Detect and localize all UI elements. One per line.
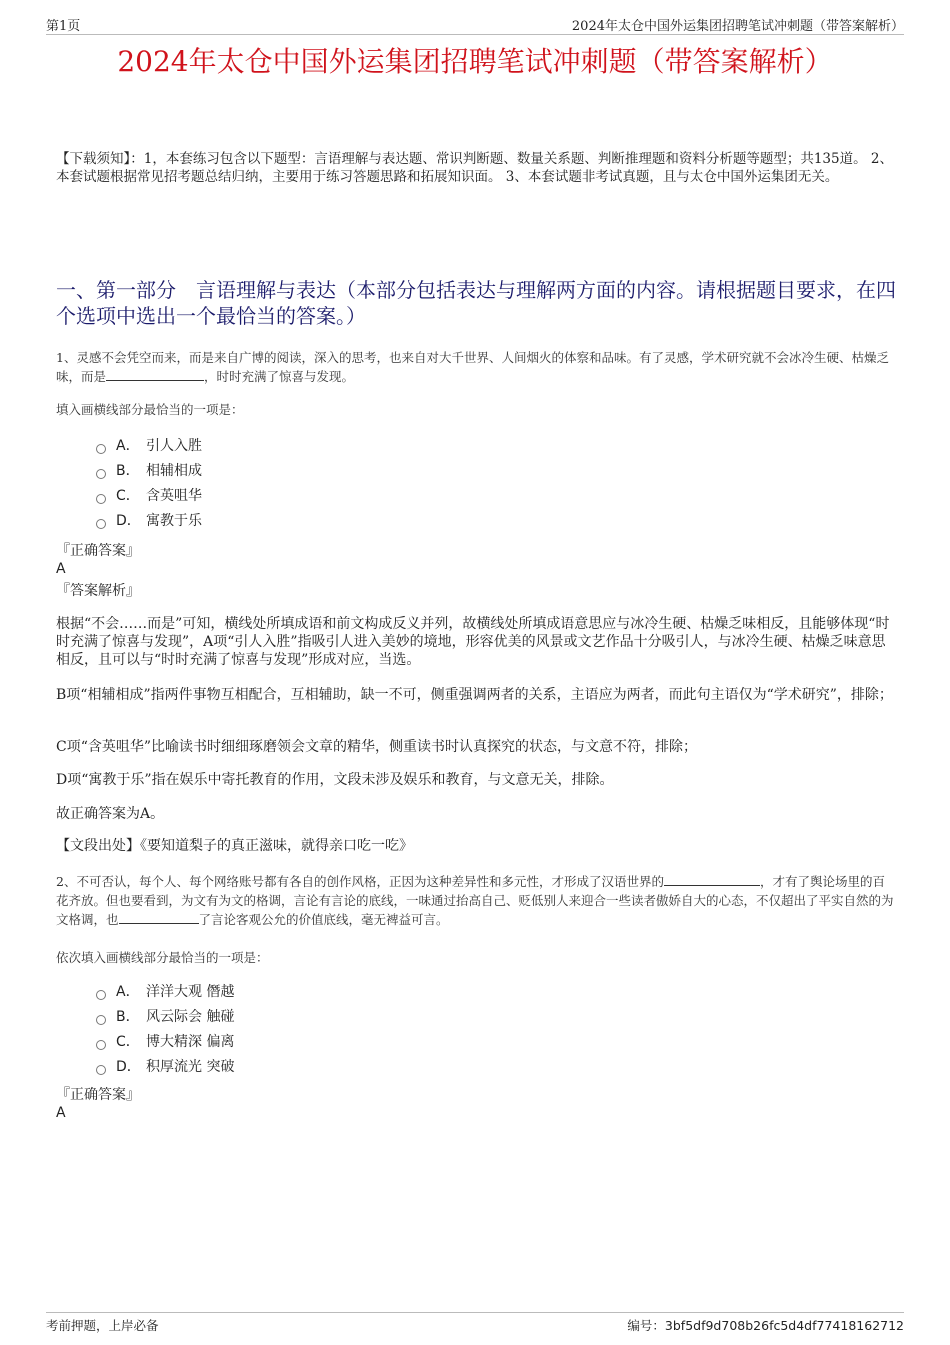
document-title: 2024年太仓中国外运集团招聘笔试冲刺题（带答案解析） xyxy=(117,45,833,78)
analysis-paragraph-4: D项“寓教于乐”指在娱乐中寄托教育的作用，文段未涉及娱乐和教育，与文意无关，排除。 xyxy=(56,772,614,788)
option-a[interactable]: A． 引人入胜 xyxy=(96,434,202,459)
radio-icon[interactable] xyxy=(96,990,106,1000)
question-1-text-a: 1、灵感不会凭空而来，而是来自广博的阅读，深入的思考，也来自对大千世界、人间烟火的体察和品味。有了灵感，学术研究就不会冰冷生硬、枯燥乏味，而是 xyxy=(56,350,889,384)
footer-slogan: 考前押题，上岸必备 xyxy=(46,1318,159,1333)
download-notice: 【下载须知】：1，本套练习包含以下题型：言语理解与表达题、常识判断题、数量关系题、判断推理题和资料分析题等题型；共135道。 2、本套试题根据常见招考题总结归纳，主要用于练习答题思路和拓展知识面。 3、本套试题非考试真题，且与太仓中国外运集团无关。 xyxy=(56,151,893,185)
option-d[interactable]: D． 寓教于乐 xyxy=(96,509,202,534)
section-title: 一、第一部分 言语理解与表达（本部分包括表达与理解两方面的内容。请根据题目要求，在四个选项中选出一个最恰当的答案。） xyxy=(56,278,896,328)
option-c[interactable]: C． 博大精深 偏离 xyxy=(96,1030,234,1055)
analysis-label: 『答案解析』 xyxy=(56,583,140,599)
source-note: 【文段出处】《要知道梨子的真正滋味，就得亲口吃一吃》 xyxy=(56,838,413,854)
analysis-paragraph-1: 根据“不会……而是”可知，横线处所填成语和前文构成反义并列，故横线处所填成语意思应与冰冷生硬、枯燥乏味相反，且能够体现“时时充满了惊喜与发现”，A项“引人入胜”指吸引人进入美妙的境地，形容优美的风景或文艺作品十分吸引人，与冰冷生硬、枯燥乏味意思相反，且可以与“时时充满了惊喜与发现”形成对应，当选。 xyxy=(56,616,890,668)
radio-icon[interactable] xyxy=(96,469,106,479)
answer-label: 『正确答案』 xyxy=(56,1087,140,1103)
radio-icon[interactable] xyxy=(96,519,106,529)
radio-icon[interactable] xyxy=(96,1065,106,1075)
radio-icon[interactable] xyxy=(96,444,106,454)
question-2-text: 2、不可否认，每个人、每个网络账号都有各自的创作风格，正因为这种差异性和多元性，才形成了汉语世界的 ，才有了舆论场里的百花齐放。但也要看到，为文有为文的格调，言论有言论的底线，一味通过抬高自己、贬低别人来迎合一些读者傲娇自大的心态，不仅超出了平实自然的为文格调，也 了言论客观公允的价值底线，毫无裨益可言。 xyxy=(56,874,894,927)
question-1-text xyxy=(56,348,896,386)
question-2-options xyxy=(96,980,234,1080)
option-b[interactable]: B． 相辅相成 xyxy=(96,459,202,484)
analysis-paragraph-2: B项“相辅相成”指两件事物互相配合，互相辅助，缺一不可，侧重强调两者的关系，主语应为两者，而此句主语仅为“学术研究”，排除； xyxy=(56,687,893,703)
question-1-options xyxy=(96,434,202,534)
option-a[interactable]: A． 洋洋大观 僭越 xyxy=(96,980,234,1005)
document-id: 编号：3bf5df9d708b26fc5d4df77418162712 xyxy=(627,1318,904,1333)
option-d[interactable]: D． 积厚流光 突破 xyxy=(96,1055,234,1080)
radio-icon[interactable] xyxy=(96,494,106,504)
analysis-paragraph-3: C项“含英咀华”比喻读书时细细琢磨领会文章的精华，侧重读书时认真探究的状态，与文意不符，排除； xyxy=(56,739,698,755)
radio-icon[interactable] xyxy=(96,1015,106,1025)
header-title: 2024年太仓中国外运集团招聘笔试冲刺题（带答案解析） xyxy=(571,19,904,34)
page-number: 第1页 xyxy=(46,19,81,34)
answer-value: A xyxy=(56,1105,66,1121)
question-2-prompt: 依次填入画横线部分最恰当的一项是： xyxy=(56,950,269,965)
question-2-blank-2 xyxy=(119,910,199,924)
answer-value: A xyxy=(56,561,66,577)
page-footer xyxy=(46,1312,904,1333)
question-2-blank-1 xyxy=(664,872,760,886)
option-c[interactable]: C． 含英咀华 xyxy=(96,484,202,509)
analysis-paragraph-5: 故正确答案为A。 xyxy=(56,806,165,822)
option-b[interactable]: B． 风云际会 触碰 xyxy=(96,1005,234,1030)
question-1-blank xyxy=(106,367,204,381)
answer-label: 『正确答案』 xyxy=(56,543,140,559)
question-1-prompt: 填入画横线部分最恰当的一项是： xyxy=(56,402,244,417)
radio-icon[interactable] xyxy=(96,1040,106,1050)
page-header xyxy=(46,14,904,35)
question-1-text-b: ，时时充满了惊喜与发现。 xyxy=(204,369,355,384)
